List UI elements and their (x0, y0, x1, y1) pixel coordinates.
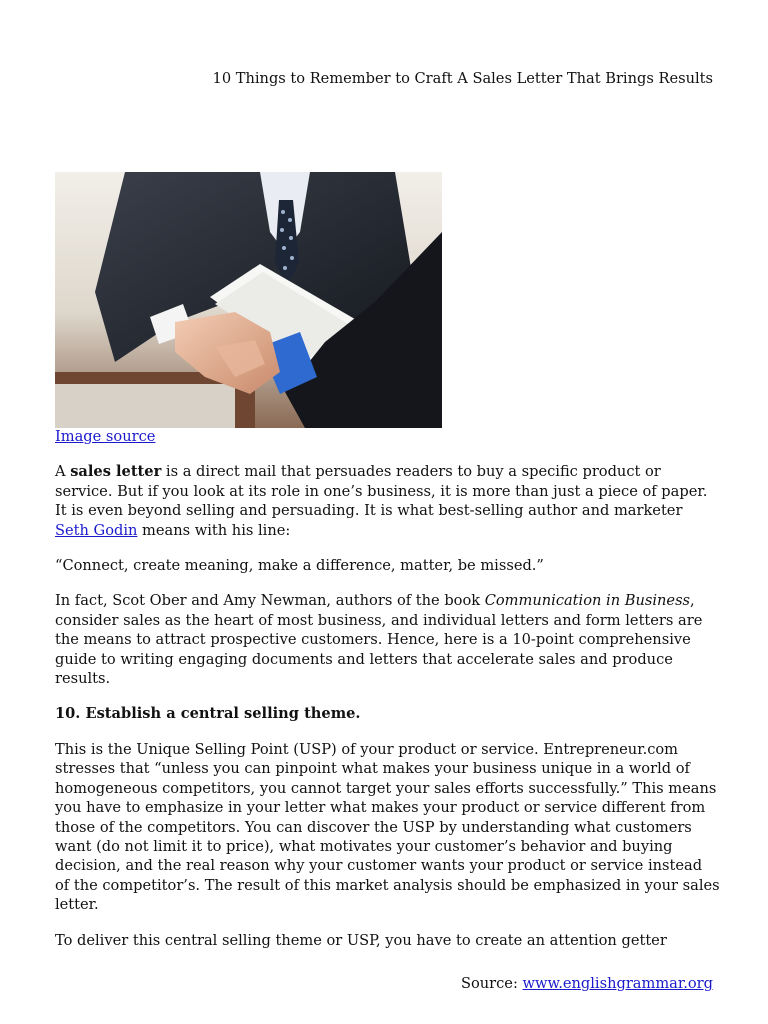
image-caption (55, 427, 720, 446)
context-text-a: In fact, Scot Ober and Amy Newman, authors of the book (55, 592, 485, 610)
article-body (55, 427, 720, 966)
intro-paragraph (55, 462, 720, 540)
seth-godin-link[interactable]: Seth Godin (55, 521, 138, 539)
image-source-link[interactable]: Image source (55, 428, 156, 445)
context-paragraph (55, 591, 720, 688)
section-heading-text: 10. Establish a central selling theme. (55, 705, 361, 723)
page-header-title: 10 Things to Remember to Craft A Sales Letter That Brings Results (212, 70, 713, 87)
section-body-paragraph: This is the Unique Selling Point (USP) of your product or service. Entrepreneur.com stresses that “unless you can pinpoint what makes your business unique in a world of homogeneous competitors, you cannot target your sales efforts successfully.” This means you have to emphasize in your letter what makes your product or service different from those of the competitors. You can discover the USP by understanding what customers want (do not limit it to price), what motivates your customer’s behavior and buying decision, and the real reason why your customer wants your product or service instead of the competitor’s. The result of this market analysis should be emphasized in your sales letter. (55, 740, 720, 914)
book-title: Communication in Business (484, 592, 691, 610)
source-link[interactable]: www.englishgrammar.org (522, 975, 713, 992)
source-label: Source: (460, 975, 523, 992)
section-heading (55, 704, 720, 723)
quote-paragraph: “Connect, create meaning, make a difference, matter, be missed.” (55, 557, 544, 575)
context-text-b: , consider sales as the heart of most business, and individual letters and form letters are the means to attract prospective customers. Hence, here is a 10-point comprehensive guide to writing engaging documents and letters that accelerate sales and produce results. (55, 592, 703, 688)
source-footer (461, 974, 713, 993)
intro-text-a: A (55, 463, 71, 481)
section-continuation-paragraph: To deliver this central selling theme or USP, you have to create an attention getter (55, 931, 667, 949)
sales-letter-term: sales letter (70, 463, 162, 481)
intro-text-b: is a direct mail that persuades readers to buy a specific product or service. But if you look at its role in one’s business, it is more than just a piece of paper. It is even beyond selling and persuading. It is what best-selling author and marketer (55, 463, 708, 520)
handshake-photo (55, 172, 442, 428)
intro-text-c: means with his line: (137, 521, 291, 539)
